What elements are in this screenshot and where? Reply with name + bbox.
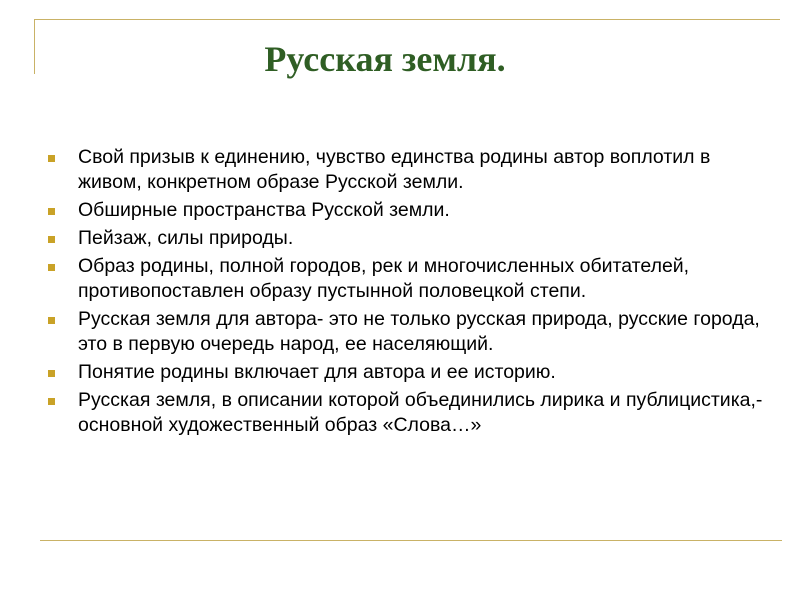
square-bullet-icon — [48, 236, 55, 243]
bullet-item — [48, 145, 768, 195]
square-bullet-icon — [48, 208, 55, 215]
square-bullet-icon — [48, 155, 55, 162]
bullet-text: Пейзаж, силы природы. — [78, 227, 294, 249]
bullet-text: Свой призыв к единению, чувство единства родины автор воплотил в живом, конкретном образе Русской земли. — [78, 146, 711, 193]
square-bullet-icon — [48, 370, 55, 377]
bullet-item — [48, 388, 768, 438]
frame-top-line — [34, 19, 780, 20]
square-bullet-icon — [48, 317, 55, 324]
frame-bottom-line — [40, 540, 782, 541]
bullet-text: Обширные пространства Русской земли. — [78, 199, 450, 221]
square-bullet-icon — [48, 264, 55, 271]
bullet-text: Образ родины, полной городов, рек и многочисленных обитателей, противопоставлен образу пустынной половецкой степи. — [78, 255, 690, 302]
bullet-item — [48, 198, 768, 223]
bullet-text: Русская земля для автора- это не только русская природа, русские города, это в первую очередь народ, ее населяющий. — [78, 308, 760, 355]
bullet-text: Русская земля, в описании которой объединились лирика и публицистика,- основной художественный образ «Слова…» — [78, 389, 763, 436]
bullet-item — [48, 254, 768, 304]
bullet-item — [48, 307, 768, 357]
bullet-item — [48, 226, 768, 251]
bullet-item — [48, 360, 768, 385]
slide-title: Русская земля. — [264, 39, 506, 79]
square-bullet-icon — [48, 398, 55, 405]
bullet-text: Понятие родины включает для автора и ее историю. — [78, 361, 556, 383]
bullet-list — [48, 145, 768, 441]
